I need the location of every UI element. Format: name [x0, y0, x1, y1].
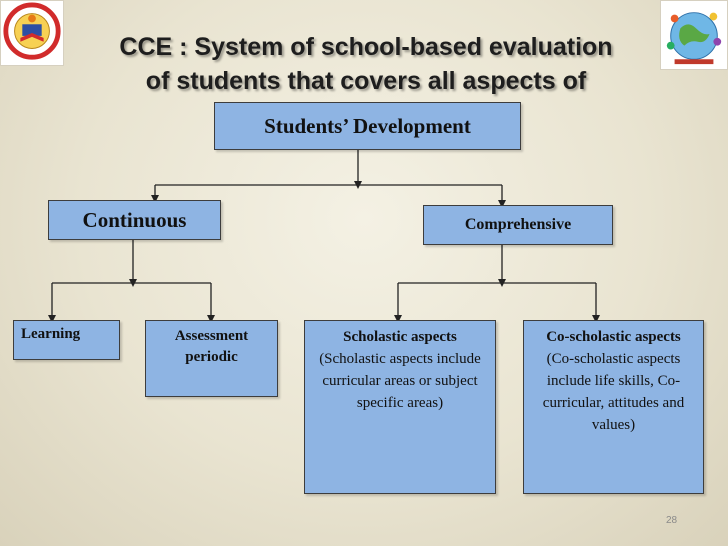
assessment-box: [145, 320, 278, 397]
students-development-box: Students’ Development: [214, 102, 521, 150]
coscholastic-title: Co-scholastic aspects: [546, 329, 681, 345]
scholastic-description: (Scholastic aspects include curricular areas or subject specific areas): [319, 351, 481, 411]
coscholastic-description: (Co-scholastic aspects include life skills, Co-curricular, attitudes and values): [542, 351, 685, 433]
title-line-1: CCE : System of school-based evaluation: [119, 33, 613, 61]
title-line-2: of students that covers all aspects of: [145, 67, 587, 95]
page-number: 28: [666, 515, 678, 526]
scholastic-title: Scholastic aspects: [343, 329, 457, 345]
continuous-box: Continuous: [48, 200, 221, 240]
learning-box: Learning: [13, 320, 120, 360]
coscholastic-box: [523, 320, 704, 494]
scholastic-box: [304, 320, 496, 494]
assessment-label: Assessment periodic: [174, 328, 249, 365]
comprehensive-box: Comprehensive: [423, 205, 613, 245]
